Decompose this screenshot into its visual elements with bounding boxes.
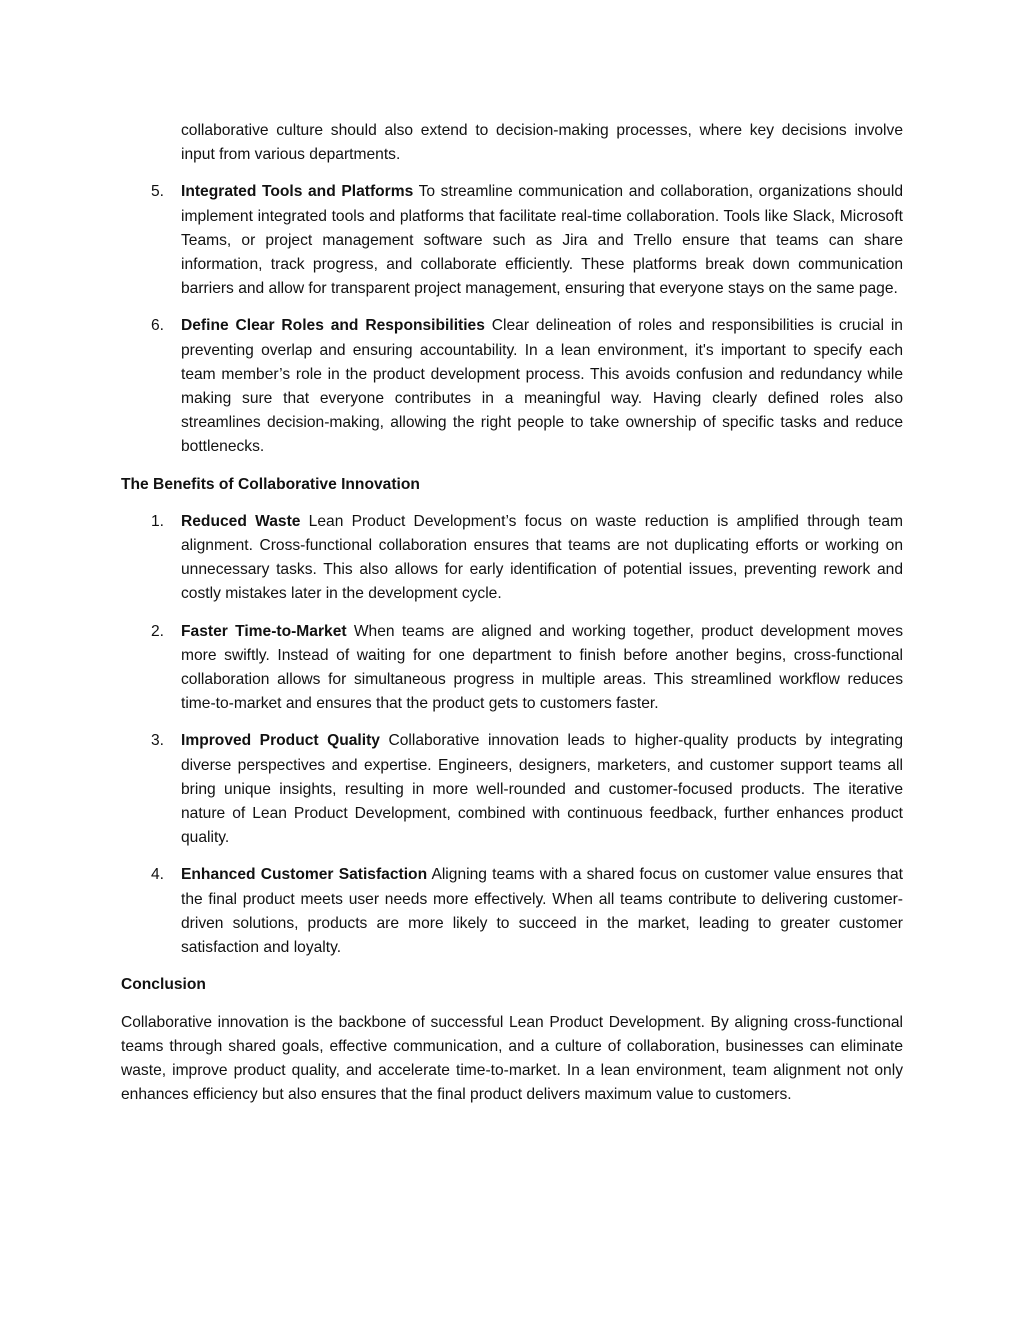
list-item-text: To streamline communication and collaboration, organizations should implement integrated tools and platforms that facilitate real-time collaboration. Tools like Slack, Microsoft Teams, or project management software such as Jira and Trello ensure that teams can share information, track progress, and collaborate efficiently. These platforms break down communication barriers and allow for transparent project management, ensuring that everyone stays on the same page.: [181, 183, 903, 298]
list-item: [121, 314, 903, 459]
conclusion-paragraph: Collaborative innovation is the backbone of successful Lean Product Development. By aligning cross-functional teams through shared goals, effective communication, and a culture of collaboration, businesses can eliminate waste, improve product quality, and accelerate time-to-market. In a lean environment, team alignment not only enhances efficiency but also ensures that the final product delivers maximum value to customers.: [121, 1013, 903, 1104]
benefits-list: [121, 510, 903, 960]
list-item-text: Clear delineation of roles and responsibilities is crucial in preventing overlap and ensuring accountability. In a lean environment, it's important to specify each team member’s role in the product development process. This avoids confusion and redundancy while making sure that everyone contributes in a meaningful way. Having clearly defined roles also streamlines decision-making, allowing the right people to take ownership of specific tasks and reduce bottlenecks.: [181, 317, 903, 456]
document-page: [121, 119, 903, 1107]
list-item: [121, 863, 903, 960]
list-item-term: Improved Product Quality: [181, 732, 380, 750]
list-item-term: Enhanced Customer Satisfaction: [181, 866, 428, 884]
list-item: [121, 729, 903, 850]
list-item-number: 5.: [151, 183, 165, 201]
list-item: [121, 180, 903, 301]
list-item-text: Aligning teams with a shared focus on customer value ensures that the final product meets user needs more effectively. When all teams contribute to delivering customer-driven solutions, products are more likely to succeed in the market, leading to greater customer satisfaction and loyalty.: [181, 866, 903, 957]
list-item-term: Faster Time-to-Market: [181, 622, 347, 640]
list-item-term: Integrated Tools and Platforms: [181, 183, 414, 201]
conclusion-heading: Conclusion: [121, 976, 206, 994]
list-item-number: 1.: [151, 512, 165, 530]
list-item-number: 6.: [151, 317, 165, 335]
list-item: [121, 510, 903, 607]
benefits-heading: The Benefits of Collaborative Innovation: [121, 475, 420, 493]
list-item-number: 2.: [151, 622, 165, 640]
intro-continuation-paragraph: collaborative culture should also extend to decision-making processes, where key decisions involve input from various departments.: [181, 122, 903, 164]
list-item: [121, 620, 903, 717]
list-item-number: 4.: [151, 866, 165, 884]
strategies-list: [121, 180, 903, 459]
list-item-text: Lean Product Development’s focus on waste reduction is amplified through team alignment. Cross-functional collaboration ensures that teams are not duplicating efforts or working on unnecessary tasks. This also allows for early identification of potential issues, preventing rework and costly mistakes later in the development cycle.: [181, 512, 903, 603]
list-item-term: Reduced Waste: [181, 512, 301, 530]
list-item-term: Define Clear Roles and Responsibilities: [181, 317, 485, 335]
list-item-number: 3.: [151, 732, 165, 750]
list-item-text: When teams are aligned and working together, product development moves more swiftly. Instead of waiting for one department to finish before another begins, cross-functional collaboration allows for simultaneous progress in multiple areas. This streamlined workflow reduces time-to-market and ensures that the product gets to customers faster.: [181, 622, 903, 713]
list-item-text: Collaborative innovation leads to higher-quality products by integrating diverse perspectives and expertise. Engineers, designers, marketers, and customer support teams all bring unique insights, resulting in more well-rounded and customer-focused products. The iterative nature of Lean Product Development, combined with continuous feedback, further enhances product quality.: [181, 732, 904, 847]
